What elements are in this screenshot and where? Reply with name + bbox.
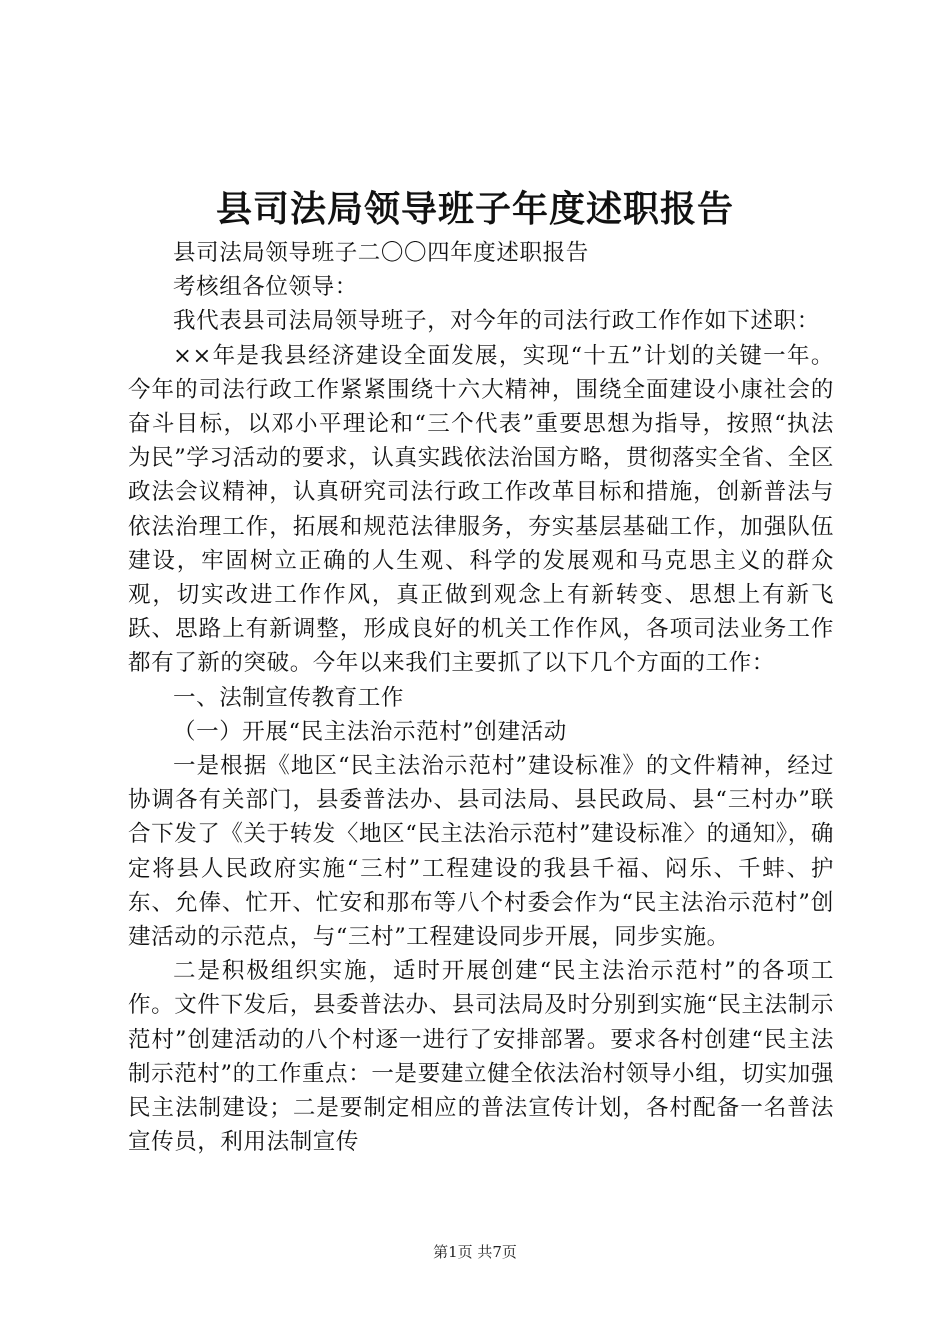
paragraph-point-one: 一是根据《地区“民主法治示范村”建设标准》的文件精神，经过协调各有关部门，县委普法办、县司法局、县民政局、县“三村办”联合下发了《关于转发〈地区“民主法治示范村”建设标准〉的通知》，确定将县人民政府实施“三村”工程建设的我县千福、闷乐、千蚌、护东、允俸、忙开、忙安和那布等八个村委会作为“民主法治示范村”创建活动的示范点，与“三村”工程建设同步开展，同步实施。 [128,753,834,951]
document-body [128,236,834,1159]
section-heading: 一、法制宣传教育工作 [173,684,405,711]
document-title: 县司法局领导班子年度述职报告 [215,188,734,230]
paragraph-salutation: 考核组各位领导： [173,274,358,301]
subsection-heading: （一）开展“民主法治示范村”创建活动 [173,718,567,745]
paragraph-overview: ××年是我县经济建设全面发展，实现“十五”计划的关键一年。今年的司法行政工作紧紧围绕十六大精神，围绕全面建设小康社会的奋斗目标，以邓小平理论和“三个代表”重要思想为指导，按照“执法为民”学习活动的要求，认真实践依法治国方略，贯彻落实全省、全区政法会议精神，认真研究司法行政工作改革目标和措施，创新普法与依法治理工作，拓展和规范法律服务，夯实基层基础工作，加强队伍建设，牢固树立正确的人生观、科学的发展观和马克思主义的群众观，切实改进工作作风，真正做到观念上有新转变、思想上有新飞跃、思路上有新调整，形成良好的机关工作作风，各项司法业务工作都有了新的突破。今年以来我们主要抓了以下几个方面的工作： [128,342,834,677]
paragraph-intro: 我代表县司法局领导班子，对今年的司法行政工作作如下述职： [173,308,820,335]
page-footer: 第1页 共7页 [433,1243,517,1261]
paragraph-point-two: 二是积极组织实施，适时开展创建“民主法治示范村”的各项工作。文件下发后，县委普法办、县司法局及时分别到实施“民主法制示范村”创建活动的八个村逐一进行了安排部署。要求各村创建“民主法制示范村”的工作重点：一是要建立健全依法治村领导小组，切实加强民主法制建设；二是要制定相应的普法宣传计划，各村配备一名普法宣传员，利用法制宣传 [128,958,834,1156]
paragraph-subtitle: 县司法局领导班子二〇〇四年度述职报告 [173,240,589,266]
